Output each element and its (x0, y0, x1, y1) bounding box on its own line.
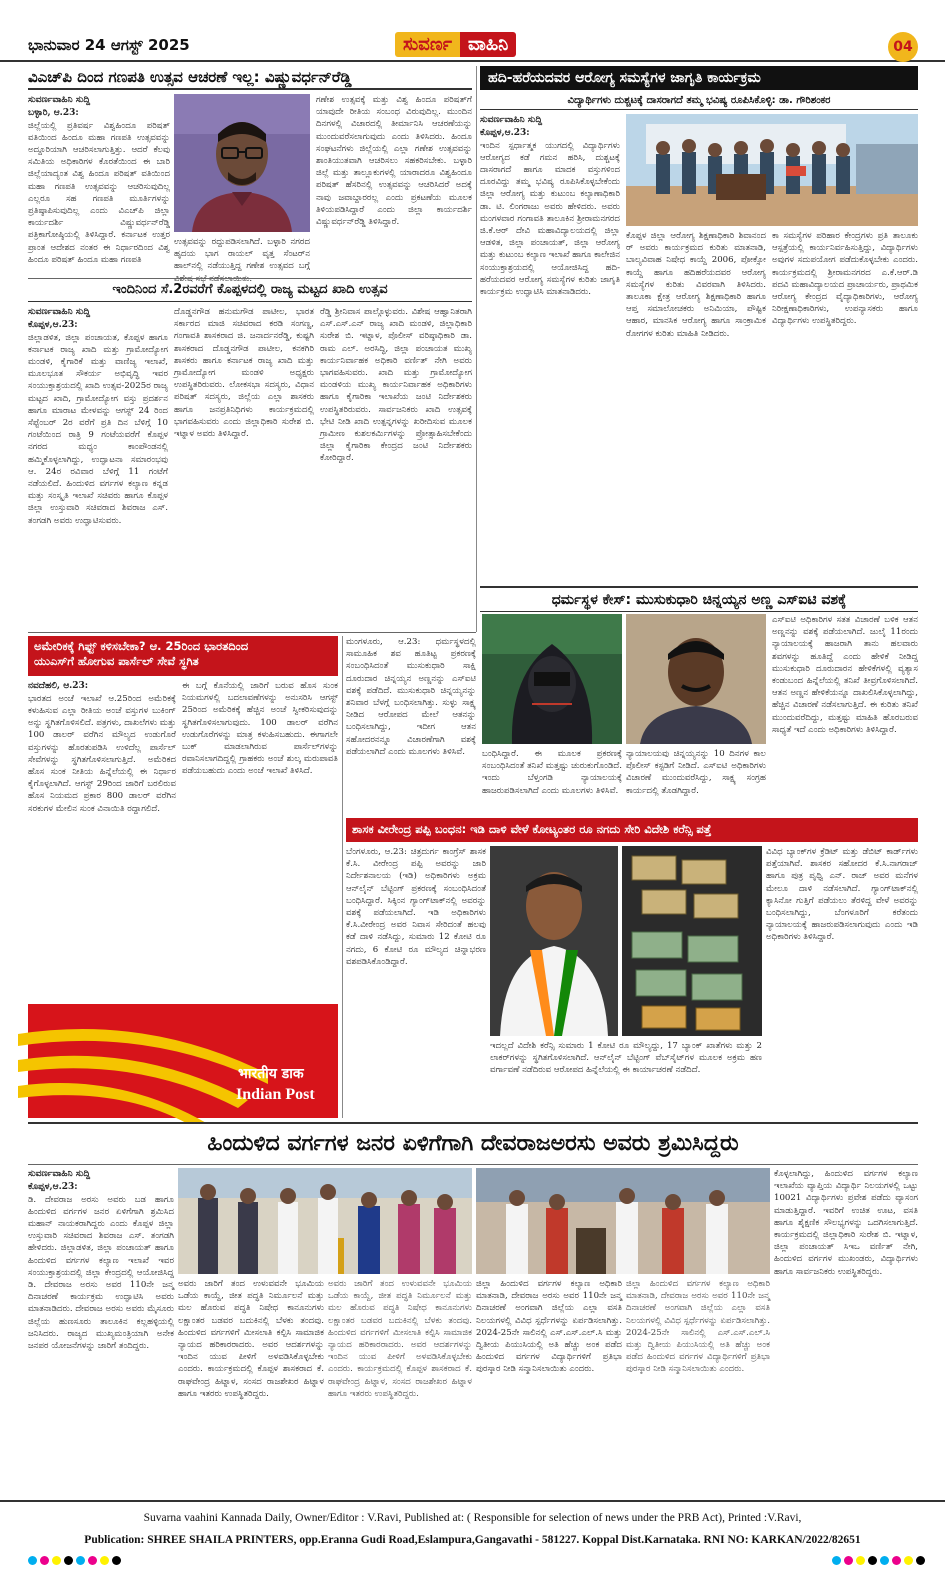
page-number-badge: 04 (888, 32, 918, 62)
ganapati-col-1 (28, 94, 170, 276)
dharmasthala-col2-text: ನ್ಯಾಯಾಲಯವು ಚಿನ್ನಯ್ಯನನ್ನು 10 ದಿನಗಳ ಕಾಲ ಪೊಲೀಸ್ ಕಸ್ಟಡಿಗೆ ನೀಡಿದೆ. ಎಸ್‌ಐಟಿ ಅಧಿಕಾರಿಗಳು ವಿಚಾರಣೆ ಮುಂದುವರೆಸಿದ್ದು, ಸಾಕ್ಷ್ಯ ಸಂಗ್ರಹ ಕಾರ್ಯದಲ್ಲಿ ತೊಡಗಿದ್ದಾರೆ. (626, 749, 766, 796)
ganapati-headline-box (28, 66, 472, 90)
portrait-man-glasses (174, 94, 310, 232)
health-headline: ಹದಿ-ಹರೆಯದವರ ಆರೋಗ್ಯ ಸಮಸ್ಯೆಗಳ ಜಾಗೃತಿ ಕಾರ್ಯಕ್ರಮ (488, 70, 761, 86)
ganapati-photo (174, 94, 310, 232)
divider (28, 632, 476, 633)
dharmasthala-col3-text: ಎಸ್‌ಐಟಿ ಅಧಿಕಾರಿಗಳ ಸತತ ವಿಚಾರಣೆ ಬಳಿಕ ಆತನ ಅಣ್ಣನನ್ನು ವಶಕ್ಕೆ ಪಡೆಯಲಾಗಿದೆ. ಜುಲೈ 11ರಂದು ನ್ಯಾಯಾಲಯಕ್ಕೆ ಹಾಜರಾಗಿ ತಾನು ಹಲವಾರು ಶವಗಳನ್ನು ಹೂತಿದ್ದೆ ಎಂದು ಹೇಳಿಕೆ ನೀಡಿದ್ದ ಮುಸುಕುಧಾರಿ ದೂರುದಾರನ ಹೇಳಿಕೆಗಳಲ್ಲಿ ವ್ಯತ್ಯಾಸ ಕಂಡುಬಂದ ಹಿನ್ನೆಲೆಯಲ್ಲಿ ತನಿಖೆ ತೀವ್ರಗೊಳಿಸಲಾಗಿದೆ. ಆತನ ಅಣ್ಣನ ಹೇಳಿಕೆಯನ್ನೂ ದಾಖಲಿಸಿಕೊಳ್ಳಲಾಗಿದ್ದು, ಹೆಚ್ಚಿನ ವಿಚಾರಣೆ ನಡೆಸಲಾಗುತ್ತಿದೆ. ಈ ಕುರಿತು ತನಿಖೆ ಮುಂದುವರೆದಿದ್ದು, ಮತ್ತಷ್ಟು ಮಾಹಿತಿ ಹೊರಬರುವ ಸಾಧ್ಯತೆ ಇದೆ ಎಂದು ಅಧಿಕಾರಿಗಳು ತಿಳಿಸಿದ್ದಾರೆ. (772, 615, 918, 735)
mla-photo (490, 846, 618, 1036)
health-col-1 (480, 114, 620, 584)
khadi-col-2 (174, 306, 314, 624)
portrait-man-mustache (626, 614, 766, 744)
masthead (0, 0, 945, 62)
imprint-footer (0, 1500, 945, 1574)
ganapati-col2-text: ಗಣೇಶ ಉತ್ಸವಕ್ಕೆ ಮತ್ತು ವಿಶ್ವ ಹಿಂದೂ ಪರಿಷತ್‌ಗೆ ಯಾವುದೇ ರೀತಿಯ ಸಂಬಂಧ ವಿರುವುದಿಲ್ಲ. ಮುಂದಿನ ದಿನಗಳಲ್ಲಿ ವಿಚಾರದಲ್ಲಿ ತೀರ್ಮಾನಿಸಿ ಆಚರಣೆಯನ್ನು ಮುಂದುವರೆಸಲಾಗುವುದು ಎಂದು ತಿಳಿಸಿದರು. ಹಿಂದೂ ಸಂಘಟನೆಗಳು ಜಿಲ್ಲೆಯಲ್ಲಿ ಎಲ್ಲಾ ಗಣೇಶ ಉತ್ಸವವನ್ನು ಶಾಂತಿಯುತವಾಗಿ ಆಚರಿಸಲು ಸಹಕರಿಸಬೇಕು. ಬಳ್ಳಾರಿ ಜಿಲ್ಲೆ ಮತ್ತು ತಾಲ್ಲೂಕುಗಳಲ್ಲಿ ಯಾರಾದರೂ ವಿಶ್ವಹಿಂದೂ ಪರಿಷತ್ ಹೆಸರಿನಲ್ಲಿ ಉತ್ಸವವನ್ನು ಆಚರಿಸಿದರೆ ಅದಕ್ಕೆ ನಾವು ಜವಾಬ್ದಾರರಲ್ಲ ಎಂದು ಪ್ರಕಟಣೆಯ ಮೂಲಕ ತಿಳಿಯಪಡಿಸಿದ್ದಾರೆ ಎಂದು ಜಿಲ್ಲಾ ಕಾರ್ಯದರ್ಶಿ ವಿಷ್ಣುವರ್ಧನ್‌ರೆಡ್ಡಿ ತಿಳಿಸಿದ್ದಾರೆ. (316, 95, 472, 228)
khadi-col-1 (28, 306, 168, 624)
devaraj-event-photo-2 (476, 1168, 770, 1274)
devaraj-col-1 (28, 1168, 174, 1498)
khadi-col1-text: ಜಿಲ್ಲಾಡಳಿತ, ಜಿಲ್ಲಾ ಪಂಚಾಯತ, ಕೊಪ್ಪಳ ಹಾಗೂ ಕರ್ನಾಟಕ ರಾಜ್ಯ ಖಾದಿ ಮತ್ತು ಗ್ರಾಮೋದ್ಯೋಗ ಮಂಡಳಿ, ಕೈಗಾರಿಕೆ ಮತ್ತು ವಾಣಿಜ್ಯ ಇಲಾಖೆ, ಮೂಲಭೂತ ಸೌಕರ್ಯ ಅಭಿವೃದ್ಧಿ ಇವರ ಸಂಯುಕ್ತಾಶ್ರಯದಲ್ಲಿ ಖಾದಿ ಉತ್ಸವ-2025ರ ರಾಜ್ಯ ಮಟ್ಟದ ಖಾದಿ, ಗ್ರಾಮೋದ್ಯೋಗ ವಸ್ತು ಪ್ರದರ್ಶನ ಹಾಗೂ ಮಾರಾಟ ಮೇಳವನ್ನು ಆಗಸ್ಟ್ 24 ರಿಂದ ಸೆಪ್ಟೆಂಬರ್ 2ರ ವರೆಗೆ ಪ್ರತಿ ದಿನ ಬೆಳಿಗ್ಗೆ 10 ಗಂಟೆಯಿಂದ ರಾತ್ರಿ 9 ಗಂಟೆಯವರೆಗೆ ಕೊಪ್ಪಳ ನಗರದ ಮಧ್ಯಂ ಕಾಂಪೌಂಡನಲ್ಲಿ ಹಮ್ಮಿಕೊಳ್ಳಲಾಗಿದ್ದು, ಉದ್ಘಾಟನಾ ಸಮಾರಂಭವು ಆ. 24ರ ರವಿವಾರ ಬೆಳಿಗ್ಗೆ 11 ಗಂಟೆಗೆ ನಡೆಯಲಿದೆ. ಹಿಂದುಳಿದ ವರ್ಗಗಳ ಕಲ್ಯಾಣ ಕನ್ನಡ ಮತ್ತು ಸಂಸ್ಕೃತಿ ಇಲಾಖೆ ಸಚಿವರು ಹಾಗೂ ಕೊಪ್ಪಳ ಜಿಲ್ಲಾ ಉಸ್ತುವಾರಿ ಸಚಿವರಾದ ಶಿವರಾಜ ಎಸ್. ತಂಗಡಗಿ ಅವರು ಉದ್ಘಾಟಿಸುವರು. (28, 332, 169, 526)
registration-marks-right (832, 1556, 925, 1565)
devaraj-col2b-text: ಅವರು ಜಾರಿಗೆ ತಂದ ಉಳುವವನೇ ಭೂಮಿಯ ಒಡೆಯ ಕಾಯ್ದೆ, ಜೀತ ಪದ್ಧತಿ ನಿರ್ಮೂಲನೆ ಮತ್ತು ಮಲ ಹೊರುವ ಪದ್ಧತಿ ನಿಷೇಧ ಕಾನೂನುಗಳು ಲಕ್ಷಾಂತರ ಬಡವರ ಬದುಕಿನಲ್ಲಿ ಬೆಳಕು ತಂದವು. ಹಿಂದುಳಿದ ವರ್ಗಗಳಿಗೆ ಮೀಸಲಾತಿ ಕಲ್ಪಿಸಿ ಸಾಮಾಜಿಕ ನ್ಯಾಯದ ಹರಿಕಾರರಾದರು. ಅವರ ಆದರ್ಶಗಳನ್ನು ಇಂದಿನ ಯುವ ಪೀಳಿಗೆ ಅಳವಡಿಸಿಕೊಳ್ಳಬೇಕು ಎಂದರು. ಕಾರ್ಯಕ್ರಮದಲ್ಲಿ ಕೊಪ್ಪಳ ಶಾಸಕರಾದ ಕೆ. ರಾಘವೇಂದ್ರ ಹಿಟ್ನಾಳ, ಸಂಸದ ರಾಜಶೇಖರ ಹಿಟ್ನಾಳ ಹಾಗೂ ಇತರರು ಉಪಸ್ಥಿತರಿದ್ದರು. (328, 1279, 472, 1399)
india-post-english-name: Indian Post (236, 1086, 315, 1103)
devaraj-col-2 (178, 1278, 324, 1498)
khadi-col-3 (320, 306, 472, 624)
divider (28, 1164, 918, 1165)
portrait-politician-scarf (490, 846, 618, 1036)
america-headline-line-1: ಅಮೇರಿಕಕ್ಕೆ ಗಿಫ್ಟ್ ಕಳಿಸಬೇಕಾ? ಆ. 25ರಿಂದ ಭಾರತದಿಂದ (34, 639, 249, 653)
dharmasthala-continued-col (346, 636, 476, 814)
health-col-2 (626, 230, 766, 584)
imprint-line-1: Suvarna vaahini Kannada Daily, Owner/Editor : V.Ravi, Published at: ( Responsible for selection of news under the PRB Act), Printed :V.Ravi, (143, 1512, 802, 1524)
devaraj-col-3 (476, 1278, 622, 1498)
mla-col-2 (490, 1040, 762, 1118)
health-col1-text: ಇಂದಿನ ಸ್ಪರ್ಧಾತ್ಮಕ ಯುಗದಲ್ಲಿ ವಿದ್ಯಾರ್ಥಿಗಳು ಆರೋಗ್ಯದ ಕಡೆ ಗಮನ ಹರಿಸಿ, ದುಶ್ಚಟಕ್ಕೆ ದಾಸರಾಗದೆ ಹಾಗೂ ಮಾದಕ ವಸ್ತುಗಳಿಂದ ದೂರವಿದ್ದು ತಮ್ಮ ಭವಿಷ್ಯ ರೂಪಿಸಿಕೊಳ್ಳಬೇಕೆಂದು ಜಿಲ್ಲಾ ಆರೋಗ್ಯ ಮತ್ತು ಕುಟುಂಬ ಕಲ್ಯಾಣಾಧಿಕಾರಿ ಡಾ. ಟಿ. ಲಿಂಗರಾಜು ಅವರು ಹೇಳಿದರು. ಅವರು ಮಂಗಳವಾರ ಗಂಗಾವತಿ ತಾಲೂಕಿನ ಶ್ರೀರಾಮನಗರದ ಜಿ.ಕೆ.ಆರ್ ದೇವಿ ಮಹಾವಿದ್ಯಾಲಯದಲ್ಲಿ ಜಿಲ್ಲಾ ಆಡಳಿತ, ಜಿಲ್ಲಾ ಪಂಚಾಯತ್, ಜಿಲ್ಲಾ ಆರೋಗ್ಯ ಮತ್ತು ಕುಟುಂಬ ಕಲ್ಯಾಣ ಇಲಾಖೆ ಹಾಗೂ ಕಾಲೇಜಿನ ಸಂಯುಕ್ತಾಶ್ರಯದಲ್ಲಿ ಆಯೋಜಿಸಿದ್ದ ಹದಿ-ಹರೆಯದವರ ಆರೋಗ್ಯ ಸಮಸ್ಯೆಗಳ ಕುರಿತು ಜಾಗೃತಿ ಕಾರ್ಯಕ್ರಮ ಉದ್ಘಾಟಿಸಿ ಮಾತನಾಡಿದರು. (480, 140, 620, 297)
dharmasthala-col-1 (482, 748, 622, 820)
logo-part-1: ಸುವರ್ಣ (395, 32, 460, 57)
devaraj-col-2b (328, 1278, 472, 1498)
dharmasthala-headline: ಧರ್ಮಸ್ಥಳ ಕೇಸ್: ಮುಸುಕುಧಾರಿ ಚಿನ್ನಯ್ಯನ ಅಣ್ಣ ಎಸ್‌ಐಟಿ ವಶಕ್ಕೆ (551, 592, 847, 608)
ganapati-col1-text: ಜಿಲ್ಲೆಯಲ್ಲಿ ಪ್ರತಿವರ್ಷ ವಿಶ್ವಹಿಂದೂ ಪರಿಷತ್ ವತಿಯಿಂದ ಹಿಂದೂ ಮಹಾ ಗಣಪತಿ ಉತ್ಸವವನ್ನು ಅದ್ದೂರಿಯಾಗಿ ಆಚರಿಸಲಾಗುತ್ತಿತ್ತು. ಆದರೆ ಕೆಲವು ಸಮಿತಿಯ ಅಧಿಕಾರಿಗಳ ಕೊರತೆಯಿಂದ ಈ ಬಾರಿ ಜಿಲ್ಲೆಯಾದ್ಯಂತ ವಿಶ್ವ ಹಿಂದೂ ಪರಿಷತ್ ವತಿಯಿಂದ ಮಹಾ ಗಣಪತಿ ಉತ್ಸವವನ್ನು ಆಚರಿಸುವುದಿಲ್ಲ ಎಲ್ಲರೂ ಸಹ ಗಣಪತಿ ಮೂರ್ತಿಗಳನ್ನು ಪ್ರತಿಷ್ಠಾಪಿಸುವುದಿಲ್ಲ ಎಂದು ವಿಎಚ್‌ಪಿ ಜಿಲ್ಲಾ ಕಾರ್ಯದರ್ಶಿ ವಿಷ್ಣುವರ್ಧನ್‌ರೆಡ್ಡಿ ಪತ್ರಿಕಾಗೋಷ್ಠಿಯಲ್ಲಿ ತಿಳಿಸಿದ್ದಾರೆ. ಕರ್ನಾಟಕ ಉತ್ತರ ಪ್ರಾಂತ ಆದೇಶದ ನಂತರ ಈ ನಿರ್ಧಾರದಿಂದ ವಿಶ್ವ ಹಿಂದೂ ಪರಿಷತ್ ಹಿಂದೂ ಮಹಾ ಗಣಪತಿ (28, 120, 170, 265)
america-headline-box (28, 636, 338, 676)
khadi-headline: ಇಂದಿನಿಂದ ಸೆ.2ರವರೆಗೆ ಕೊಪ್ಪಳದಲ್ಲಿ ರಾಜ್ಯ ಮಟ್ಟದ ಖಾದಿ ಉತ್ಸವ (112, 282, 388, 297)
america-col3-text: ಮಂಗಳೂರು, ಆ.23: ಧರ್ಮಸ್ಥಳದಲ್ಲಿ ಸಾಮೂಹಿಕ ಶವ ಹೂತಿಟ್ಟ ಪ್ರಕರಣಕ್ಕೆ ಸಂಬಂಧಿಸಿದಂತೆ ಮುಸುಕುಧಾರಿ ಸಾಕ್ಷಿ ದೂರುದಾರ ಚಿನ್ನಯ್ಯನ ಅಣ್ಣನನ್ನು ಎಸ್‌ಐಟಿ ವಶಕ್ಕೆ ಪಡೆದಿದೆ. ಮುಸುಕುಧಾರಿ ಚಿನ್ನಯ್ಯನನ್ನು ಶನಿವಾರ ಬೆಳಗ್ಗೆ ಬಂಧಿಸಲಾಗಿತ್ತು. ಸುಳ್ಳು ಸಾಕ್ಷ್ಯ ನೀಡಿದ ಆರೋಪದ ಮೇಲೆ ಆತನನ್ನು ಬಂಧಿಸಲಾಗಿದ್ದು, ಇದೀಗ ಆತನ ಸಹೋದರನನ್ನೂ ವಿಚಾರಣೆಗಾಗಿ ವಶಕ್ಕೆ ಪಡೆಯಲಾಗಿದೆ ಎಂದು ಮೂಲಗಳು ತಿಳಿಸಿವೆ. (346, 637, 476, 757)
devaraj-col-3b (626, 1278, 770, 1498)
khadi-col3-text: ರೆಡ್ಡಿ ಶ್ರೀನಿವಾಸ ಪಾಲ್ಗೊಳ್ಳುವರು. ವಿಶೇಷ ಆಹ್ವಾನಿತರಾಗಿ ಎಸ್.ಎಸ್.ಎನ್ ರಾಜ್ಯ ಖಾದಿ ಮಂಡಳಿ, ಜಿಲ್ಲಾಧಿಕಾರಿ ಸುರೇಶ ಬಿ. ಇಟ್ನಾಳ, ಪೊಲೀಸ್ ವರಿಷ್ಠಾಧಿಕಾರಿ ಡಾ. ರಾಮ ಎಲ್. ಅರಸಿದ್ಧಿ, ಜಿಲ್ಲಾ ಪಂಚಾಯತ ಮುಖ್ಯ ಕಾರ್ಯನಿರ್ವಾಹಕ ಅಧಿಕಾರಿ ವರ್ಣಿತ್ ನೇಗಿ ಅವರು ಭಾಗವಹಿಸುವರು. ಖಾದಿ ಮತ್ತು ಗ್ರಾಮೋದ್ಯೋಗ ಮಂಡಳಿಯ ಮುಖ್ಯ ಕಾರ್ಯನಿರ್ವಾಹಕ ಅಧಿಕಾರಿಗಳು ಹಾಗೂ ಕೈಗಾರಿಕಾ ಇಲಾಖೆಯ ಜಂಟಿ ನಿರ್ದೇಶಕರು ಉಪಸ್ಥಿತರಿರುವರು. ಸಾರ್ವಜನಿಕರು ಖಾದಿ ಉತ್ಸವಕ್ಕೆ ಭೇಟಿ ನೀಡಿ ಖಾದಿ ಉತ್ಪನ್ನಗಳನ್ನು ಖರೀದಿಸುವ ಮೂಲಕ ಗ್ರಾಮೀಣ ಕುಶಲಕರ್ಮಿಗಳನ್ನು ಪ್ರೋತ್ಸಾಹಿಸಬೇಕೆಂದು ಜಿಲ್ಲಾ ಕೈಗಾರಿಕಾ ಕೇಂದ್ರದ ಜಂಟಿ ನಿರ್ದೇಶಕರು ಕೋರಿದ್ದಾರೆ. (320, 307, 472, 464)
mla-col-3 (766, 846, 918, 1118)
devaraj-event-photo-1 (178, 1168, 472, 1274)
health-headline-box (480, 66, 918, 90)
devaraj-col4-text: ಕೊಳ್ಳಲಾಗಿದ್ದು, ಹಿಂದುಳಿದ ವರ್ಗಗಳ ಕಲ್ಯಾಣ ಇಲಾಖೆಯ ವ್ಯಾಪ್ತಿಯ ವಿದ್ಯಾರ್ಥಿ ನಿಲಯಗಳಲ್ಲಿ ಒಟ್ಟು 10021 ವಿದ್ಯಾರ್ಥಿಗಳು ಪ್ರವೇಶ ಪಡೆದು ವ್ಯಾಸಂಗ ಮಾಡುತ್ತಿದ್ದಾರೆ. ಇವರಿಗೆ ಉಚಿತ ಊಟ, ವಸತಿ ಹಾಗೂ ಶೈಕ್ಷಣಿಕ ಸೌಲಭ್ಯಗಳನ್ನು ಒದಗಿಸಲಾಗುತ್ತಿದೆ. ಕಾರ್ಯಕ್ರಮದಲ್ಲಿ ಜಿಲ್ಲಾಧಿಕಾರಿ ಸುರೇಶ ಬಿ. ಇಟ್ನಾಳ, ಜಿಲ್ಲಾ ಪಂಚಾಯತ್ ಸಿಇಒ ವರ್ಣಿತ್ ನೇಗಿ, ಹಿಂದುಳಿದ ವರ್ಗಗಳ ಮುಖಂಡರು, ವಿದ್ಯಾರ್ಥಿಗಳು ಹಾಗೂ ಸಾರ್ವಜನಿಕರು ಉಪಸ್ಥಿತರಿದ್ದರು. (774, 1169, 918, 1277)
ganapati-below-photo-text: ಉತ್ಸವವನ್ನು ರದ್ದುಪಡಿಸಲಾಗಿದೆ. ಬಳ್ಳಾರಿ ನಗರದ ಹೃದಯ ಭಾಗ ರಾಯಲ್ ವೃತ್ತ ಸೆಂಟರ್‌ನ ಹಾಲ್‌ನಲ್ಲಿ ನಡೆಯುತ್ತಿದ್ದ ಗಣೇಶ ಉತ್ಸವದ ಬಗ್ಗೆ ವಿಶೇಷ ಸಭೆ ನಡೆಸಲಾಯಿತು. (174, 237, 310, 284)
health-subhead-box (480, 92, 918, 110)
dharmasthala-headline-box (480, 586, 918, 612)
mla-headline: ಶಾಸಕ ವೀರೇಂದ್ರ ಪಪ್ಪಿ ಬಂಧನ: ಇಡಿ ದಾಳಿ ವೇಳೆ ಕೋಟ್ಯಂತರ ರೂ ನಗದು ಸೇರಿ ವಿದೇಶಿ ಕರೆನ್ಸಿ ಪತ್ತೆ (352, 822, 712, 836)
devaraj-col1-text: ಡಿ. ದೇವರಾಜ ಅರಸು ಅವರು ಬಡ ಹಾಗೂ ಹಿಂದುಳಿದ ವರ್ಗಗಳ ಜನರ ಏಳಿಗೆಗಾಗಿ ಶ್ರಮಿಸಿದ ಮಹಾನ್ ನಾಯಕರಾಗಿದ್ದರು ಎಂದು ಕೊಪ್ಪಳ ಜಿಲ್ಲಾ ಉಸ್ತುವಾರಿ ಸಚಿವರಾದ ಶಿವರಾಜ ಎಸ್. ತಂಗಡಗಿ ಹೇಳಿದರು. ಜಿಲ್ಲಾಡಳಿತ, ಜಿಲ್ಲಾ ಪಂಚಾಯತ್ ಹಾಗೂ ಹಿಂದುಳಿದ ವರ್ಗಗಳ ಕಲ್ಯಾಣ ಇಲಾಖೆ ಇವರ ಸಂಯುಕ್ತಾಶ್ರಯದಲ್ಲಿ ಜಿಲ್ಲಾ ಕೇಂದ್ರದಲ್ಲಿ ಆಯೋಜಿಸಿದ್ದ ಡಿ. ದೇವರಾಜ ಅರಸು ಅವರ 110ನೇ ಜನ್ಮ ದಿನಾಚರಣೆ ಕಾರ್ಯಕ್ರಮ ಉದ್ಘಾಟಿಸಿ ಅವರು ಮಾತನಾಡಿದರು. ದೇವರಾಜ ಅರಸು ಅವರು ಮೈಸೂರು ಜಿಲ್ಲೆಯ ಹುಣಸೂರು ತಾಲೂಕಿನ ಕಲ್ಲಹಳ್ಳಿಯಲ್ಲಿ ಜನಿಸಿದರು. ರಾಜ್ಯದ ಮುಖ್ಯಮಂತ್ರಿಯಾಗಿ ಅನೇಕ ಜನಪರ ಯೋಜನೆಗಳನ್ನು ಜಾರಿಗೆ ತಂದಿದ್ದರು. (28, 1194, 174, 1351)
america-col-1 (28, 680, 176, 1000)
india-post-ad (28, 1004, 338, 1118)
devaraj-col2-text: ಅವರು ಜಾರಿಗೆ ತಂದ ಉಳುವವನೇ ಭೂಮಿಯ ಒಡೆಯ ಕಾಯ್ದೆ, ಜೀತ ಪದ್ಧತಿ ನಿರ್ಮೂಲನೆ ಮತ್ತು ಮಲ ಹೊರುವ ಪದ್ಧತಿ ನಿಷೇಧ ಕಾನೂನುಗಳು ಲಕ್ಷಾಂತರ ಬಡವರ ಬದುಕಿನಲ್ಲಿ ಬೆಳಕು ತಂದವು. ಹಿಂದುಳಿದ ವರ್ಗಗಳಿಗೆ ಮೀಸಲಾತಿ ಕಲ್ಪಿಸಿ ಸಾಮಾಜಿಕ ನ್ಯಾಯದ ಹರಿಕಾರರಾದರು. ಅವರ ಆದರ್ಶಗಳನ್ನು ಇಂದಿನ ಯುವ ಪೀಳಿಗೆ ಅಳವಡಿಸಿಕೊಳ್ಳಬೇಕು ಎಂದರು. ಕಾರ್ಯಕ್ರಮದಲ್ಲಿ ಕೊಪ್ಪಳ ಶಾಸಕರಾದ ಕೆ. ರಾಘವೇಂದ್ರ ಹಿಟ್ನಾಳ, ಸಂಸದ ರಾಜಶೇಖರ ಹಿಟ್ನಾಳ ಹಾಗೂ ಇತರರು ಉಪಸ್ಥಿತರಿದ್ದರು. (178, 1279, 324, 1399)
india-post-hindi-name: भारतीय डाक (238, 1066, 304, 1082)
seized-cash-photo (622, 846, 762, 1036)
mla-col1-text: ಬೆಂಗಳೂರು, ಆ.23: ಚಿತ್ರದುರ್ಗ ಕಾಂಗ್ರೆಸ್ ಶಾಸಕ ಕೆ.ಸಿ. ವೀರೇಂದ್ರ ಪಪ್ಪಿ ಅವರನ್ನು ಜಾರಿ ನಿರ್ದೇಶನಾಲಯ (ಇಡಿ) ಅಧಿಕಾರಿಗಳು ಅಕ್ರಮ ಆನ್‌ಲೈನ್ ಬೆಟ್ಟಿಂಗ್ ಪ್ರಕರಣಕ್ಕೆ ಸಂಬಂಧಿಸಿದಂತೆ ಬಂಧಿಸಿದ್ದಾರೆ. ಸಿಕ್ಕಿಂನ ಗ್ಯಾಂಗ್‌ಟಾಕ್‌ನಲ್ಲಿ ಅವರನ್ನು ವಶಕ್ಕೆ ಪಡೆಯಲಾಗಿದೆ. ಇಡಿ ಅಧಿಕಾರಿಗಳು ಕೆ.ಸಿ.ವೀರೇಂದ್ರ ಅವರ ನಿವಾಸ ಸೇರಿದಂತೆ ಹಲವು ಕಡೆ ದಾಳಿ ನಡೆಸಿದ್ದು, ಸುಮಾರು 12 ಕೋಟಿ ರೂ ನಗದು, 6 ಕೋಟಿ ರೂ ಮೌಲ್ಯದ ಚಿನ್ನಾಭರಣ ವಶಪಡಿಸಿಕೊಂಡಿದ್ದಾರೆ. (346, 847, 486, 967)
lamp-lighting-ceremony-photo (178, 1168, 472, 1274)
khadi-dateline: ಕೊಪ್ಪಳ,ಆ.23: (28, 319, 78, 330)
health-col-3 (772, 230, 918, 584)
hooded-masked-figure (482, 614, 622, 744)
felicitation-stage-photo (476, 1168, 770, 1274)
column-divider (476, 66, 477, 632)
america-col2-text: ಈ ಬಗ್ಗೆ ಕೊನೆಯಲ್ಲಿ ಜಾರಿಗೆ ಬರುವ ಹೊಸ ಸುಂಕ ನಿಯಮಗಳಲ್ಲಿ ಬದಲಾವಣೆಗಳನ್ನು ಅನುಸರಿಸಿ ಆಗಸ್ಟ್ 25ರಿಂದ ಅಮೆರಿಕಕ್ಕೆ ಹೆಚ್ಚಿನ ಅಂಚೆ ಸ್ವೀಕರಿಸುವುದನ್ನು ಸ್ಥಗಿತಗೊಳಿಸಲಾಗುವುದು. 100 ಡಾಲರ್ ವರೆಗಿನ ಉಡುಗೊರೆಗಳನ್ನು ಮಾತ್ರ ಕಳುಹಿಸಬಹುದು. ಈಗಾಗಲೇ ಬುಕ್ ಮಾಡಲಾಗಿರುವ ಪಾರ್ಸೆಲ್‌ಗಳನ್ನು ರವಾನಿಸಲಾಗದಿದ್ದಲ್ಲಿ ಗ್ರಾಹಕರು ಅಂಚೆ ಶುಲ್ಕ ಮರುಪಾವತಿ ಪಡೆಯಬಹುದು ಎಂದು ಅಂಚೆ ಇಲಾಖೆ ತಿಳಿಸಿದೆ. (182, 681, 338, 777)
health-dateline: ಕೊಪ್ಪಳ,ಆ.23: (480, 127, 530, 138)
suspect-brother-photo (626, 614, 766, 744)
devaraj-headline-box (28, 1126, 918, 1162)
newspaper-logo (395, 30, 516, 58)
issue-date: ಭಾನುವಾರ 24 ಆಗಸ್ಟ್ 2025 (28, 36, 190, 54)
logo-part-2: ವಾಹಿನಿ (460, 32, 516, 57)
mla-col2-text: ಇದಲ್ಲದೆ ವಿದೇಶಿ ಕರೆನ್ಸಿ ಸುಮಾರು 1 ಕೋಟಿ ರೂ ಮೌಲ್ಯದ್ದು, 17 ಬ್ಯಾಂಕ್ ಖಾತೆಗಳು ಮತ್ತು 2 ಲಾಕರ್‌ಗಳನ್ನು ಸ್ಥಗಿತಗೊಳಿಸಲಾಗಿದೆ. ಆನ್‌ಲೈನ್ ಬೆಟ್ಟಿಂಗ್ ವೆಬ್‌ಸೈಟ್‌ಗಳ ಮೂಲಕ ಅಕ್ರಮ ಹಣ ವರ್ಗಾವಣೆ ನಡೆದಿರುವ ಆರೋಪದ ಹಿನ್ನೆಲೆಯಲ್ಲಿ ಈ ಕಾರ್ಯಾಚರಣೆ ನಡೆದಿದೆ. (490, 1041, 762, 1076)
ganapati-dateline: ಬಳ್ಳಾರಿ, ಆ.23: (28, 107, 79, 118)
khadi-col2-text: ದೊಡ್ಡನಗೌಡ ಹನುಮಗೌಡ ಪಾಟೀಲ, ಭಾರತ ಸರ್ಕಾರದ ಮಾಜಿ ಸಚಿವರಾದ ಕರಡಿ ಸಂಗಣ್ಣ, ಗಂಗಾವತಿ ಶಾಸಕರಾದ ಜಿ. ಜನಾರ್ದನರೆಡ್ಡಿ, ಕುಷ್ಟಗಿ ಶಾಸಕರಾದ ದೊಡ್ಡನಗೌಡ ಪಾಟೀಲ, ಕನಕಗಿರಿ ಶಾಸಕರು ಹಾಗೂ ಕರ್ನಾಟಕ ರಾಜ್ಯ ಖಾದಿ ಮತ್ತು ಗ್ರಾಮೋದ್ಯೋಗ ಮಂಡಳಿ ಅಧ್ಯಕ್ಷರು ಉಪಸ್ಥಿತರಿರುವರು. ಲೋಕಸಭಾ ಸದಸ್ಯರು, ವಿಧಾನ ಪರಿಷತ್ ಸದಸ್ಯರು, ಜಿಲ್ಲೆಯ ಎಲ್ಲಾ ಶಾಸಕರು ಹಾಗೂ ಜನಪ್ರತಿನಿಧಿಗಳು ಕಾರ್ಯಕ್ರಮದಲ್ಲಿ ಭಾಗವಹಿಸುವರು ಎಂದು ಜಿಲ್ಲಾಧಿಕಾರಿ ಸುರೇಶ ಬಿ. ಇಟ್ನಾಳ ಅವರು ತಿಳಿಸಿದ್ದಾರೆ. (174, 307, 314, 440)
event-stage-photo (626, 114, 918, 226)
america-headline-line-2: ಯುಎಸ್‌ಗೆ ಹೋಗುವ ಪಾರ್ಸೆಲ್ ಸೇವೆ ಸ್ಥಗಿತ (34, 654, 199, 669)
ganapati-headline: ವಿಎಚ್‌ಪಿ ದಿಂದ ಗಣಪತಿ ಉತ್ಸವ ಆಚರಣೆ ಇಲ್ಲ: ವಿಷ್ಣುವರ್ಧನ್‌ರೆಡ್ಡಿ (28, 68, 352, 86)
ganapati-caption-area (174, 236, 310, 284)
america-dateline: ನವದೆಹಲಿ, ಆ.23: (28, 681, 89, 691)
devaraj-col3-text: ಜಿಲ್ಲಾ ಹಿಂದುಳಿದ ವರ್ಗಗಳ ಕಲ್ಯಾಣ ಅಧಿಕಾರಿ ಮಾತನಾಡಿ, ದೇವರಾಜ ಅರಸು ಅವರ 110ನೇ ಜನ್ಮ ದಿನಾಚರಣೆ ಅಂಗವಾಗಿ ಜಿಲ್ಲೆಯ ಎಲ್ಲಾ ವಸತಿ ನಿಲಯಗಳಲ್ಲಿ ವಿವಿಧ ಸ್ಪರ್ಧೆಗಳನ್ನು ಏರ್ಪಡಿಸಲಾಗಿತ್ತು. 2024-25ನೇ ಸಾಲಿನಲ್ಲಿ ಎಸ್.ಎಸ್.ಎಲ್.ಸಿ ಮತ್ತು ದ್ವಿತೀಯ ಪಿಯುಸಿಯಲ್ಲಿ ಅತಿ ಹೆಚ್ಚು ಅಂಕ ಪಡೆದ ಹಿಂದುಳಿದ ವರ್ಗಗಳ ವಿದ್ಯಾರ್ಥಿಗಳಿಗೆ ಪ್ರತಿಭಾ ಪುರಸ್ಕಾರ ನೀಡಿ ಸನ್ಮಾನಿಸಲಾಯಿತು ಎಂದರು. (476, 1279, 622, 1375)
dharmasthala-col-2 (626, 748, 766, 820)
ganapati-col-2 (316, 94, 472, 276)
health-event-photo (626, 114, 918, 226)
currency-notes-icon (622, 846, 762, 1036)
devaraj-byline: ಸುವರ್ಣವಾಹಿನಿ ಸುದ್ದಿ (28, 1169, 91, 1179)
divider (28, 278, 472, 279)
mla-col3-text: ವಿವಿಧ ಬ್ಯಾಂಕ್‌ಗಳ ಕ್ರೆಡಿಟ್ ಮತ್ತು ಡೆಬಿಟ್ ಕಾರ್ಡ್‌ಗಳು ಪತ್ತೆಯಾಗಿವೆ. ಶಾಸಕರ ಸಹೋದರ ಕೆ.ಸಿ.ನಾಗರಾಜ್ ಹಾಗೂ ಪುತ್ರ ಪೃಥ್ವಿ ಎನ್. ರಾಜ್ ಅವರ ಮನೆಗಳ ಮೇಲೂ ದಾಳಿ ನಡೆಸಲಾಗಿದೆ. ಗ್ಯಾಂಗ್‌ಟಾಕ್‌ನಲ್ಲಿ ಕ್ಯಾಸಿನೋ ಗುತ್ತಿಗೆ ಪಡೆಯಲು ತೆರಳಿದ್ದ ವೇಳೆ ಅವರನ್ನು ಬಂಧಿಸಲಾಗಿದ್ದು, ಬೆಂಗಳೂರಿಗೆ ಕರೆತಂದು ನ್ಯಾಯಾಲಯಕ್ಕೆ ಹಾಜರುಪಡಿಸಲಾಗುವುದು ಎಂದು ಇಡಿ ಅಧಿಕಾರಿಗಳು ತಿಳಿಸಿದ್ದಾರೆ. (766, 847, 918, 943)
dharmasthala-col1-text: ಬಂಧಿಸಿದ್ದಾರೆ. ಈ ಮೂಲಕ ಪ್ರಕರಣಕ್ಕೆ ಸಂಬಂಧಿಸಿದಂತೆ ತನಿಖೆ ಮತ್ತಷ್ಟು ಚುರುಕುಗೊಂಡಿದೆ. ಇಂದು ಬೆಳ್ತಂಗಡಿ ನ್ಯಾಯಾಲಯಕ್ಕೆ ಹಾಜರುಪಡಿಸಲಾಗಿದೆ ಎಂದು ಮೂಲಗಳು ತಿಳಿಸಿವೆ. (482, 749, 622, 796)
health-col2-text: ಕೊಪ್ಪಳ ಜಿಲ್ಲಾ ಆರೋಗ್ಯ ಶಿಕ್ಷಣಾಧಿಕಾರಿ ಶಿವಾನಂದ ರ್ ಅವರು ಕಾರ್ಯಕ್ರಮದ ಕುರಿತು ಮಾತನಾಡಿ, ಬಾಲ್ಯವಿವಾಹ ನಿಷೇಧ ಕಾಯ್ದೆ 2006, ಪೋಕ್ಸೋ ಕಾಯ್ದೆ ಹಾಗೂ ಹದಿಹರೆಯದವರ ಆರೋಗ್ಯ ಸಮಸ್ಯೆಗಳ ಕುರಿತು ವಿವರವಾಗಿ ತಿಳಿಸಿದರು. ತಾಲೂಕಾ ಕ್ಷೇತ್ರ ಆರೋಗ್ಯ ಶಿಕ್ಷಣಾಧಿಕಾರಿ ಹಾಗೂ ಆಪ್ತ ಸಮಾಲೋಚಕರು ಅನಿಮಿಯಾ, ಪೌಷ್ಟಿಕ ಆಹಾರ, ಮಾನಸಿಕ ಆರೋಗ್ಯ ಹಾಗೂ ಸಾಂಕ್ರಾಮಿಕ ರೋಗಗಳ ಕುರಿತು ಮಾಹಿತಿ ನೀಡಿದರು. (626, 231, 766, 339)
devaraj-headline: ಹಿಂದುಳಿದ ವರ್ಗಗಳ ಜನರ ಏಳಿಗೆಗಾಗಿ ದೇವರಾಜಅರಸು ಅವರು ಶ್ರಮಿಸಿದ್ದರು (207, 1131, 739, 1156)
column-divider (342, 636, 343, 1118)
health-col3-text: ಕಾ ಸಮಸ್ಯೆಗಳ ಪರಿಹಾರ ಕೇಂದ್ರಗಳು ಪ್ರತಿ ತಾಲೂಕು ಆಸ್ಪತ್ರೆಯಲ್ಲಿ ಕಾರ್ಯನಿರ್ವಹಿಸುತ್ತಿದ್ದು, ವಿದ್ಯಾರ್ಥಿಗಳು ಅವುಗಳ ಸದುಪಯೋಗ ಪಡೆದುಕೊಳ್ಳಬೇಕು ಎಂದರು. ಕಾರ್ಯಕ್ರಮದಲ್ಲಿ ಶ್ರೀರಾಮನಗರದ ಎ.ಕೆ.ಆರ್.ಡಿ ಪದವಿ ಮಹಾವಿದ್ಯಾಲಯದ ಪ್ರಾಚಾರ್ಯರು, ಪ್ರಾಥಮಿಕ ಆರೋಗ್ಯ ಕೇಂದ್ರದ ವೈದ್ಯಾಧಿಕಾರಿಗಳು, ಆರೋಗ್ಯ ನಿರೀಕ್ಷಣಾಧಿಕಾರಿಗಳು, ಉಪನ್ಯಾಸಕರು ಹಾಗೂ ವಿದ್ಯಾರ್ಥಿಗಳು ಉಪಸ್ಥಿತರಿದ್ದರು. (772, 231, 918, 327)
devaraj-col3b-text: ಜಿಲ್ಲಾ ಹಿಂದುಳಿದ ವರ್ಗಗಳ ಕಲ್ಯಾಣ ಅಧಿಕಾರಿ ಮಾತನಾಡಿ, ದೇವರಾಜ ಅರಸು ಅವರ 110ನೇ ಜನ್ಮ ದಿನಾಚರಣೆ ಅಂಗವಾಗಿ ಜಿಲ್ಲೆಯ ಎಲ್ಲಾ ವಸತಿ ನಿಲಯಗಳಲ್ಲಿ ವಿವಿಧ ಸ್ಪರ್ಧೆಗಳನ್ನು ಏರ್ಪಡಿಸಲಾಗಿತ್ತು. 2024-25ನೇ ಸಾಲಿನಲ್ಲಿ ಎಸ್.ಎಸ್.ಎಲ್.ಸಿ ಮತ್ತು ದ್ವಿತೀಯ ಪಿಯುಸಿಯಲ್ಲಿ ಅತಿ ಹೆಚ್ಚು ಅಂಕ ಪಡೆದ ಹಿಂದುಳಿದ ವರ್ಗಗಳ ವಿದ್ಯಾರ್ಥಿಗಳಿಗೆ ಪ್ರತಿಭಾ ಪುರಸ್ಕಾರ ನೀಡಿ ಸನ್ಮಾನಿಸಲಾಯಿತು ಎಂದರು. (626, 1279, 770, 1375)
devaraj-col-4 (774, 1168, 918, 1498)
america-col1-text: ಭಾರತದ ಅಂಚೆ ಇಲಾಖೆ ಆ.25ರಿಂದ ಅಮೆರಿಕಕ್ಕೆ ಕಳುಹಿಸುವ ಎಲ್ಲಾ ರೀತಿಯ ಅಂಚೆ ವಸ್ತುಗಳ ಬುಕಿಂಗ್ ಅನ್ನು ಸ್ಥಗಿತಗೊಳಿಸಲಿದೆ. ಪತ್ರಗಳು, ದಾಖಲೆಗಳು ಮತ್ತು 100 ಡಾಲರ್ ವರೆಗಿನ ಮೌಲ್ಯದ ಉಡುಗೊರೆ ವಸ್ತುಗಳನ್ನು ಹೊರತುಪಡಿಸಿ ಉಳಿದೆಲ್ಲ ಪಾರ್ಸೆಲ್ ಸೇವೆಗಳನ್ನು ಸ್ಥಗಿತಗೊಳಿಸಲಾಗುತ್ತಿದೆ. ಅಮೆರಿಕದ ಹೊಸ ಸುಂಕ ನೀತಿಯ ಹಿನ್ನೆಲೆಯಲ್ಲಿ ಈ ನಿರ್ಧಾರ ಕೈಗೊಳ್ಳಲಾಗಿದೆ. ಆಗಸ್ಟ್ 29ರಿಂದ ಜಾರಿಗೆ ಬರಲಿರುವ ಹೊಸ ನಿಯಮದ ಪ್ರಕಾರ 800 ಡಾಲರ್ ವರೆಗಿನ ಸರಕುಗಳ ಮೇಲಿನ ಸುಂಕ ವಿನಾಯಿತಿ ರದ್ದಾಗಲಿದೆ. (28, 693, 176, 814)
health-byline: ಸುವರ್ಣವಾಹಿನಿ ಸುದ್ದಿ (480, 115, 543, 125)
masked-man-photo (482, 614, 622, 744)
dharmasthala-col-3 (772, 614, 918, 820)
divider (28, 1122, 918, 1124)
mla-col-1 (346, 846, 486, 1118)
america-col-2 (182, 680, 338, 1000)
imprint-line-2: Publication: SHREE SHAILA PRINTERS, opp.Eranna Gudi Road,Eslampura,Gangavathi - 581227. Koppal Dist.Karnataka. RNI NO: KARKAN/2022/82651 (84, 1534, 861, 1546)
health-subhead: ವಿದ್ಯಾರ್ಥಿಗಳು ದುಶ್ಚಟಕ್ಕೆ ದಾಸರಾಗದೆ ತಮ್ಮ ಭವಿಷ್ಯ ರೂಪಿಸಿಕೊಳ್ಳಿ: ಡಾ. ಗೌರಿಶಂಕರ (567, 95, 831, 106)
khadi-headline-box (28, 280, 472, 302)
khadi-byline: ಸುವರ್ಣವಾಹಿನಿ ಸುದ್ದಿ (28, 307, 91, 317)
registration-marks-left (28, 1556, 121, 1565)
ganapati-byline: ಸುವರ್ಣವಾಹಿನಿ ಸುದ್ದಿ (28, 95, 91, 105)
devaraj-dateline: ಕೊಪ್ಪಳ,ಆ.23: (28, 1181, 78, 1192)
mla-headline-box (346, 818, 918, 842)
